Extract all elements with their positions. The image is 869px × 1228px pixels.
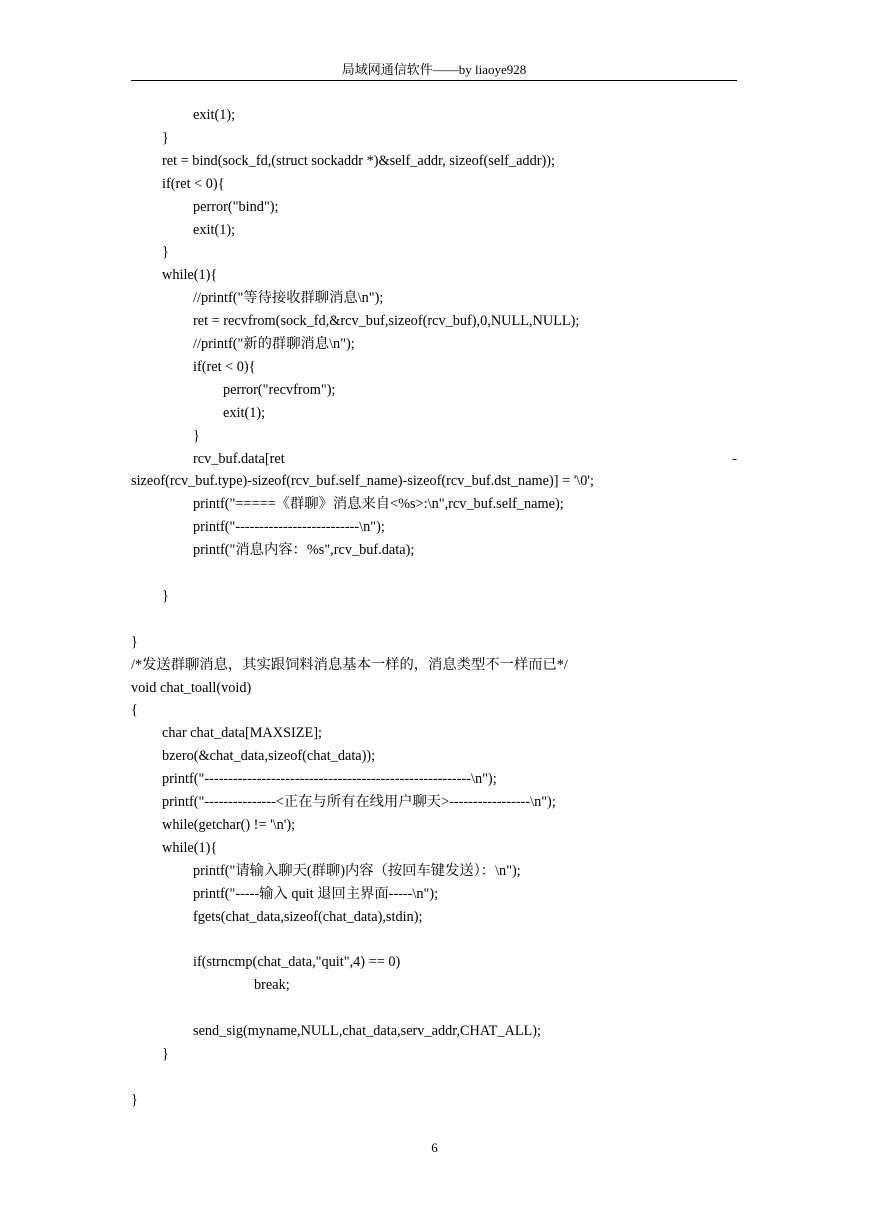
code-line: while(getchar() != '\n'); <box>162 816 296 833</box>
code-line: perror("recvfrom"); <box>223 381 336 398</box>
code-line-trail: - <box>732 450 737 467</box>
code-line: ret = recvfrom(sock_fd,&rcv_buf,sizeof(rcv_buf),0,NULL,NULL); <box>193 313 580 330</box>
code-line: if(ret < 0){ <box>162 175 225 192</box>
code-line: } <box>162 244 169 261</box>
code-line: exit(1); <box>193 107 236 123</box>
code-line: printf("---------------<正在与所有在线用户聊天>-----------------\n"); <box>162 794 556 810</box>
code-line: if(ret < 0){ <box>193 358 256 375</box>
code-line: printf("=====《群聊》消息来自<%s>:\n",rcv_buf.self_name); <box>193 496 564 513</box>
code-line: while(1){ <box>162 839 218 856</box>
page-header: 局域网通信软件——by liaoye928 <box>341 62 527 77</box>
page-number: 6 <box>431 1140 438 1155</box>
code-line: if(strncmp(chat_data,"quit",4) == 0) <box>193 954 401 971</box>
code-line: /*发送群聊消息，其实跟饲料消息基本一样的，消息类型不一样而已*/ <box>131 656 568 673</box>
code-line: printf("--------------------------\n"); <box>193 519 385 536</box>
code-line: sizeof(rcv_buf.type)-sizeof(rcv_buf.self_name)-sizeof(rcv_buf.dst_name)] = '\0'; <box>131 473 594 490</box>
code-line: printf("消息内容：%s",rcv_buf.data); <box>193 542 415 559</box>
code-line: perror("bind"); <box>193 198 279 215</box>
code-line: break; <box>254 977 290 994</box>
code-line: } <box>162 129 169 146</box>
code-line: char chat_data[MAXSIZE]; <box>162 725 322 742</box>
code-line: printf("--------------------------------------------------------\n"); <box>162 771 497 788</box>
code-line: } <box>162 1045 169 1062</box>
code-line: printf("-----输入 quit 退回主界面-----\n"); <box>193 885 439 902</box>
code-line: { <box>131 702 138 719</box>
code-line: bzero(&chat_data,sizeof(chat_data)); <box>162 748 376 765</box>
code-line: send_sig(myname,NULL,chat_data,serv_addr,CHAT_ALL); <box>193 1023 542 1039</box>
code-line: void chat_toall(void) <box>131 679 252 696</box>
code-line: } <box>162 587 169 604</box>
code-line: } <box>193 427 200 444</box>
code-line: fgets(chat_data,sizeof(chat_data),stdin); <box>193 908 423 925</box>
code-line: exit(1); <box>223 404 266 421</box>
code-line: printf("请输入聊天(群聊)内容（按回车键发送）：\n"); <box>193 862 521 879</box>
code-line: while(1){ <box>162 267 218 284</box>
code-line: ret = bind(sock_fd,(struct sockaddr *)&self_addr, sizeof(self_addr)); <box>162 152 555 169</box>
header-rule <box>131 80 737 81</box>
code-line: } <box>131 633 138 650</box>
code-line: rcv_buf.data[ret <box>193 450 285 467</box>
code-line: //printf("等待接收群聊消息\n"); <box>193 290 384 307</box>
code-line: } <box>131 1091 138 1108</box>
code-line: //printf("新的群聊消息\n"); <box>193 336 355 352</box>
code-line: exit(1); <box>193 221 236 238</box>
